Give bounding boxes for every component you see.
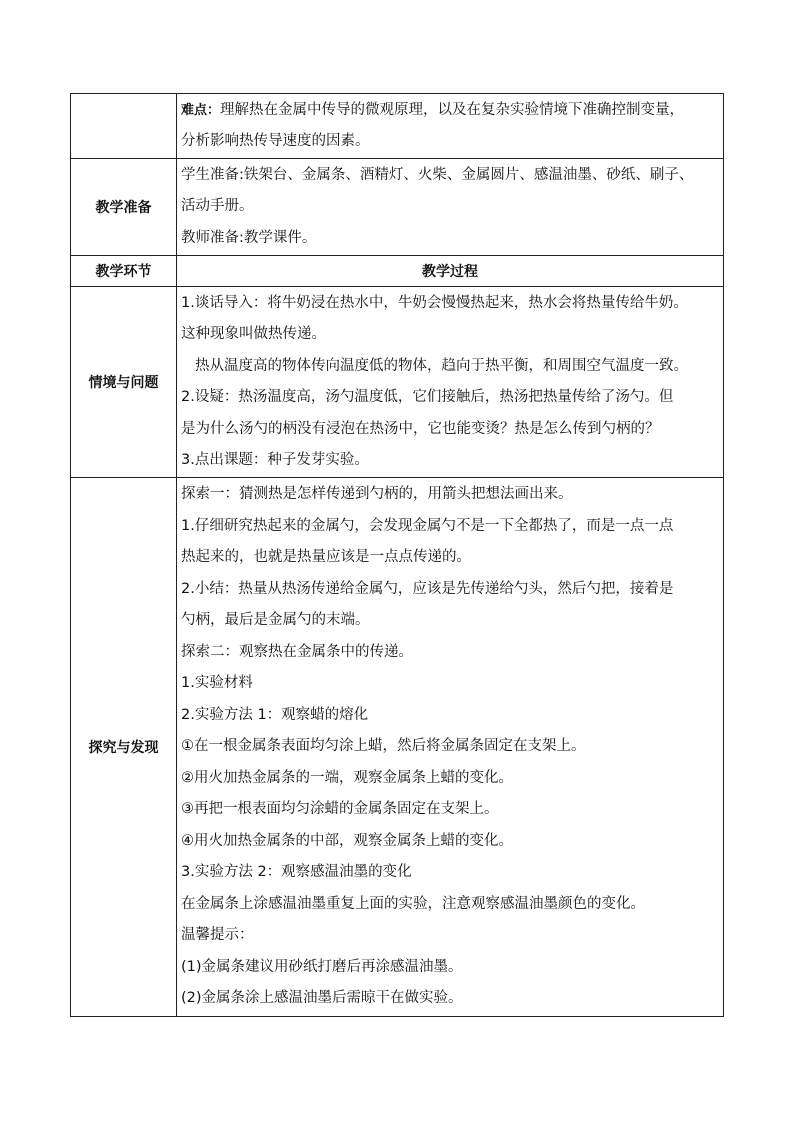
difficulty-row-label [71, 94, 177, 159]
lesson-plan-table [70, 93, 724, 1017]
context-line: 1.谈话导入：将牛奶浸在热水中，牛奶会慢慢热起来，热水会将热量传给牛奶。 [181, 294, 688, 311]
difficulty-row [71, 94, 724, 159]
table-header-row [71, 256, 724, 287]
exploration-line: ①在一根金属条表面均匀涂上蜡，然后将金属条固定在支架上。 [181, 738, 586, 755]
header-teaching-stage: 教学环节 [71, 256, 177, 287]
difficulty-text-line: 理解热在金属中传导的微观原理，以及在复杂实验情境下准确控制变量， [220, 101, 685, 118]
context-content [177, 287, 724, 478]
exploration-line: 在金属条上涂感温油墨重复上面的实验，注意观察感温油墨颜色的变化。 [181, 895, 645, 912]
context-label: 情境与问题 [71, 287, 177, 478]
preparation-row [71, 159, 724, 256]
context-line: 2.设疑：热汤温度高，汤勺温度低，它们接触后，热汤把热量传给了汤勺。但 [181, 389, 674, 405]
preparation-label: 教学准备 [71, 159, 177, 256]
difficulty-content [177, 94, 724, 159]
preparation-content [177, 159, 724, 256]
exploration-line: (2)金属条涂上感温油墨后需晾干在做实验。 [181, 990, 463, 1007]
preparation-line: 学生准备:铁架台、金属条、酒精灯、火柴、金属圆片、感温油墨、砂纸、刷子、 [181, 166, 694, 183]
exploration-line: 1.仔细研究热起来的金属勺，会发现金属勺不是一下全都热了，而是一点一点 [181, 517, 674, 534]
exploration-line: 勺柄，最后是金属勺的末端。 [181, 612, 370, 629]
exploration-line: 探索二：观察热在金属条中的传递。 [181, 643, 413, 660]
context-row [71, 287, 724, 478]
exploration-line: 2.小结：热量从热汤传递给金属勺，应该是先传递给勺头，然后勺把，接着是 [181, 580, 674, 597]
exploration-label: 探究与发现 [71, 478, 177, 1017]
context-line: 这种现象叫做热传递。 [181, 326, 326, 342]
exploration-line: 探索一：猜测热是怎样传递到勺柄的，用箭头把想法画出来。 [181, 486, 573, 503]
preparation-line: 活动手册。 [181, 198, 254, 215]
exploration-line: ③再把一根表面均匀涂蜡的金属条固定在支架上。 [181, 801, 499, 818]
exploration-line: 热起来的，也就是热量应该是一点点传递的。 [181, 549, 471, 566]
difficulty-text-line: 分析影响热传导速度的因素。 [181, 133, 370, 149]
context-line: 热从温度高的物体传向温度低的物体，趋向于热平衡，和周围空气温度一致。 [195, 357, 688, 374]
exploration-content [177, 478, 724, 1017]
difficulty-label: 难点： [181, 102, 221, 118]
preparation-line: 教师准备:教学课件。 [181, 229, 317, 246]
context-line: 3.点出课题：种子发芽实验。 [181, 452, 369, 468]
exploration-line: (1)金属条建议用砂纸打磨后再涂感温油墨。 [181, 958, 463, 975]
header-teaching-process: 教学过程 [177, 256, 724, 287]
context-line: 是为什么汤勺的柄没有浸泡在热汤中，它也能变烫？热是怎么传到勺柄的？ [181, 420, 660, 437]
exploration-line: 2.实验方法 1：观察蜡的熔化 [181, 706, 369, 723]
exploration-line: 温馨提示： [181, 927, 254, 944]
exploration-line: ④用火加热金属条的中部，观察金属条上蜡的变化。 [181, 832, 513, 849]
exploration-line: 3.实验方法 2：观察感温油墨的变化 [181, 864, 412, 881]
exploration-row [71, 478, 724, 1017]
exploration-line: 1.实验材料 [181, 675, 253, 692]
exploration-line: ②用火加热金属条的一端，观察金属条上蜡的变化。 [181, 769, 513, 786]
